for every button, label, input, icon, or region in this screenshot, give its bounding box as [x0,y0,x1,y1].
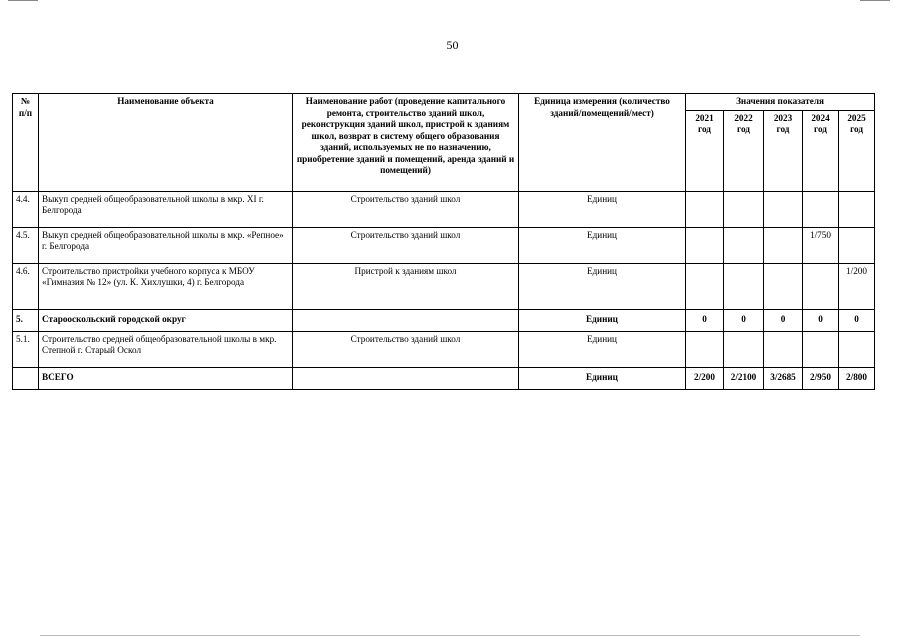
row-object: ВСЕГО [39,367,293,389]
row-object: Строительство пристройки учебного корпуса к МБОУ «Гимназия № 12» (ул. К. Хихлушки, 4) г. Белгорода [39,263,293,309]
row-value-2024: 0 [803,309,839,331]
header-object: Наименование объекта [39,94,293,192]
header-row [13,94,875,111]
row-value-2022 [724,191,764,227]
row-value-2024: 1/750 [803,227,839,263]
row-value-2023 [764,191,803,227]
row-number [13,367,39,389]
row-value-2023: 0 [764,309,803,331]
row-unit: Единиц [519,367,686,389]
row-works: Строительство зданий школ [293,331,519,367]
row-value-2024: 2/950 [803,367,839,389]
row-value-2022 [724,263,764,309]
indicator-table [12,93,875,390]
row-value-2021 [686,191,724,227]
row-value-2023 [764,331,803,367]
row-unit: Единиц [519,309,686,331]
row-number: 5. [13,309,39,331]
row-value-2023 [764,263,803,309]
table-row [13,227,875,263]
row-value-2022: 2/2100 [724,367,764,389]
row-number: 4.6. [13,263,39,309]
header-num: № п/п [13,94,39,192]
row-works: Строительство зданий школ [293,191,519,227]
row-value-2024 [803,191,839,227]
row-unit: Единиц [519,263,686,309]
table-row [13,191,875,227]
row-value-2025: 0 [839,309,875,331]
header-unit: Единица измерения (количество зданий/помещений/мест) [519,94,686,192]
row-value-2024 [803,331,839,367]
row-value-2024 [803,263,839,309]
row-value-2023 [764,227,803,263]
row-unit: Единиц [519,331,686,367]
row-works: Пристрой к зданиям школ [293,263,519,309]
scan-edge-line [8,0,38,1]
row-object: Старооскольский городской округ [39,309,293,331]
scan-edge-line [860,0,890,1]
row-value-2021 [686,263,724,309]
row-value-2022 [724,227,764,263]
row-object: Выкуп средней общеобразовательной школы в мкр. XI г. Белгорода [39,191,293,227]
row-value-2025 [839,227,875,263]
row-number: 4.5. [13,227,39,263]
row-value-2025: 1/200 [839,263,875,309]
header-year-2024: 2024 год [803,110,839,191]
row-value-2025 [839,191,875,227]
header-year-2023: 2023 год [764,110,803,191]
table-row [13,263,875,309]
row-works [293,367,519,389]
row-value-2021 [686,227,724,263]
header-year-2022: 2022 год [724,110,764,191]
header-works: Наименование работ (проведение капитального ремонта, строительство зданий школ, реконструкция зданий школ, пристрой к зданиям школ, возврат в систему общего образования зданий, используемых не по назначению, приобретение зданий и помещений, аренда зданий и помещений) [293,94,519,192]
page-number: 50 [446,38,459,52]
row-unit: Единиц [519,227,686,263]
row-value-2023: 3/2685 [764,367,803,389]
row-works [293,309,519,331]
scan-edge-line [40,635,860,636]
table-row-district [13,309,875,331]
row-object: Строительство средней общеобразовательной школы в мкр. Степной г. Старый Оскол [39,331,293,367]
row-value-2021: 0 [686,309,724,331]
table-row-total [13,367,875,389]
row-value-2025: 2/800 [839,367,875,389]
row-value-2022: 0 [724,309,764,331]
row-object: Выкуп средней общеобразовательной школы в мкр. «Репное» г. Белгорода [39,227,293,263]
row-number: 5.1. [13,331,39,367]
table-row [13,331,875,367]
row-value-2022 [724,331,764,367]
row-works: Строительство зданий школ [293,227,519,263]
header-year-2021: 2021 год [686,110,724,191]
row-value-2021 [686,331,724,367]
row-value-2025 [839,331,875,367]
header-values-group: Значения показателя [686,94,875,111]
row-value-2021: 2/200 [686,367,724,389]
row-unit: Единиц [519,191,686,227]
row-number: 4.4. [13,191,39,227]
header-year-2025: 2025 год [839,110,875,191]
